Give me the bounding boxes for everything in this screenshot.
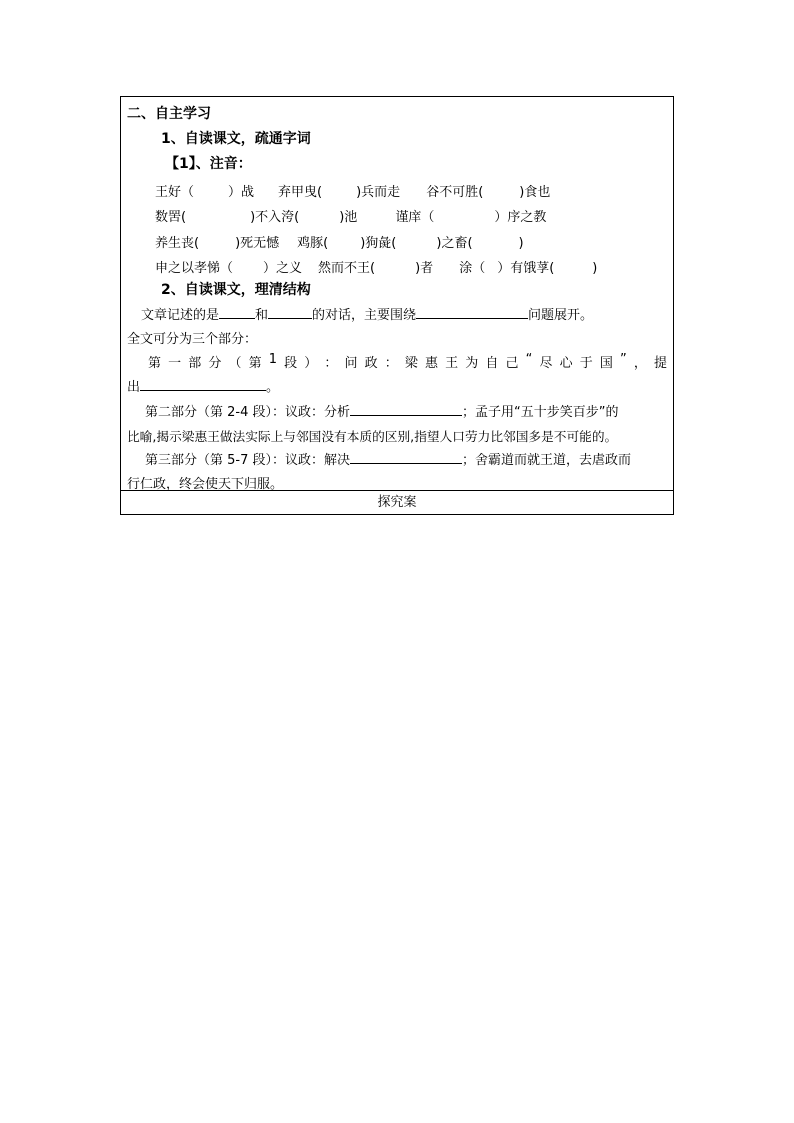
answer-blank[interactable] xyxy=(416,306,528,319)
part-1-char: 第 xyxy=(248,356,262,371)
part-1-char: 于 xyxy=(579,356,593,371)
answer-blank[interactable] xyxy=(268,306,312,319)
pinyin-item: )狗彘( xyxy=(360,236,397,251)
answer-blank[interactable] xyxy=(140,378,266,391)
part-1-char: ） xyxy=(304,356,318,371)
pinyin-item: 数罟( xyxy=(155,210,187,225)
q2-text: ；舍霸道而就王道，去虐政而 xyxy=(462,453,632,468)
pinyin-item: ) xyxy=(518,236,524,251)
pinyin-item: 鸡豚( xyxy=(297,236,329,251)
part-3-line xyxy=(145,449,631,468)
pinyin-item: ）序之教 xyxy=(494,210,547,225)
pinyin-item: 养生丧( xyxy=(155,236,200,251)
part-1-char: 问 xyxy=(344,356,358,371)
part-1-char: 己 xyxy=(505,356,519,371)
answer-blank[interactable] xyxy=(350,451,462,464)
q2-title: 2、自读课文，理清结构 xyxy=(161,282,311,298)
part-1-char: 心 xyxy=(559,356,573,371)
part-1-char: 国 xyxy=(599,356,613,371)
pinyin-item: ）有饿莩( xyxy=(497,261,555,276)
pinyin-item: )池 xyxy=(339,210,358,225)
pinyin-item: 谨庠（ xyxy=(395,210,435,225)
q2-text: 。 xyxy=(266,380,280,395)
q2-text: 文章记述的是 xyxy=(141,308,220,323)
pinyin-item: 谷不可胜( xyxy=(426,185,484,200)
part-1-char: 第 xyxy=(148,356,162,371)
pinyin-row-1 xyxy=(155,181,550,200)
pinyin-row-2 xyxy=(155,206,546,225)
pinyin-row-4 xyxy=(155,257,597,276)
pinyin-item: )不入洿( xyxy=(250,210,300,225)
part-1-char: 梁 xyxy=(404,356,418,371)
pinyin-item: )死无憾 xyxy=(235,236,280,251)
part-2-line xyxy=(145,401,618,420)
pinyin-item: 王好（ xyxy=(155,185,195,200)
q2-line-2: 全文可分为三个部分： xyxy=(127,332,258,347)
q2-text: 问题展开。 xyxy=(528,308,594,323)
part-1-char: 惠 xyxy=(425,356,439,371)
part-1-char: 段 xyxy=(284,356,298,371)
q2-text: 的对话，主要围绕 xyxy=(312,308,417,323)
q1-title: 1、自读课文，疏通字词 xyxy=(161,131,311,147)
part-1-char: ： xyxy=(324,356,338,371)
part-3-cont: 行仁政，终会使天下归服。 xyxy=(127,477,284,492)
footer-label: 探究案 xyxy=(377,495,417,510)
pinyin-item: ）之义 xyxy=(263,261,303,276)
part-1-char: 为 xyxy=(465,356,479,371)
part-1-char: 一 xyxy=(168,356,182,371)
q1-subtitle: 【1】、注音： xyxy=(165,156,252,172)
pinyin-item: )兵而走 xyxy=(356,185,401,200)
part-1-char: ： xyxy=(384,356,398,371)
pinyin-item: )者 xyxy=(415,261,434,276)
pinyin-item: )之畜( xyxy=(436,236,473,251)
pinyin-item: 申之以孝悌（ xyxy=(155,261,234,276)
part-1-char: 提 xyxy=(653,356,667,371)
part-2-cont: 比喻,揭示梁惠王做法实际上与邻国没有本质的区别,指望人口劳力比邻国多是不可能的。 xyxy=(127,429,618,444)
part-1-char: 1 xyxy=(268,352,278,367)
section-title: 二、自主学习 xyxy=(127,106,211,122)
q2-line-1 xyxy=(141,304,593,323)
part-1-char: （ xyxy=(228,356,242,371)
pinyin-item: )食也 xyxy=(519,185,551,200)
q2-text: 出 xyxy=(127,380,141,395)
part-1-line xyxy=(148,352,667,371)
part-1-end xyxy=(127,376,279,395)
answer-blank[interactable] xyxy=(219,306,255,319)
answer-blank[interactable] xyxy=(350,403,462,416)
q2-text: ；孟子用“五十步笑百步”的 xyxy=(462,405,619,420)
part-1-char: “ xyxy=(525,352,533,367)
q2-text: 第二部分（第 2-4 段）：议政：分析 xyxy=(145,405,350,420)
part-1-char: 尽 xyxy=(539,356,553,371)
pinyin-item: ）战 xyxy=(228,185,255,200)
pinyin-item: 涂（ xyxy=(459,261,486,276)
pinyin-item: 然而不王( xyxy=(318,261,376,276)
part-1-char: ” xyxy=(620,352,627,367)
q2-text: 和 xyxy=(255,308,269,323)
pinyin-item: ) xyxy=(592,261,598,276)
part-1-char: 部 xyxy=(188,356,202,371)
pinyin-item: 弃甲曳( xyxy=(278,185,323,200)
self-study-section xyxy=(121,97,673,491)
study-sheet xyxy=(120,96,674,515)
part-1-char: 分 xyxy=(208,356,222,371)
part-1-char: 政 xyxy=(364,356,378,371)
q2-text: 第三部分（第 5-7 段）：议政：解决 xyxy=(145,453,350,468)
part-1-char: 王 xyxy=(445,356,459,371)
part-1-char: ， xyxy=(633,356,647,371)
pinyin-row-3 xyxy=(155,232,524,251)
part-1-char: 自 xyxy=(485,356,499,371)
